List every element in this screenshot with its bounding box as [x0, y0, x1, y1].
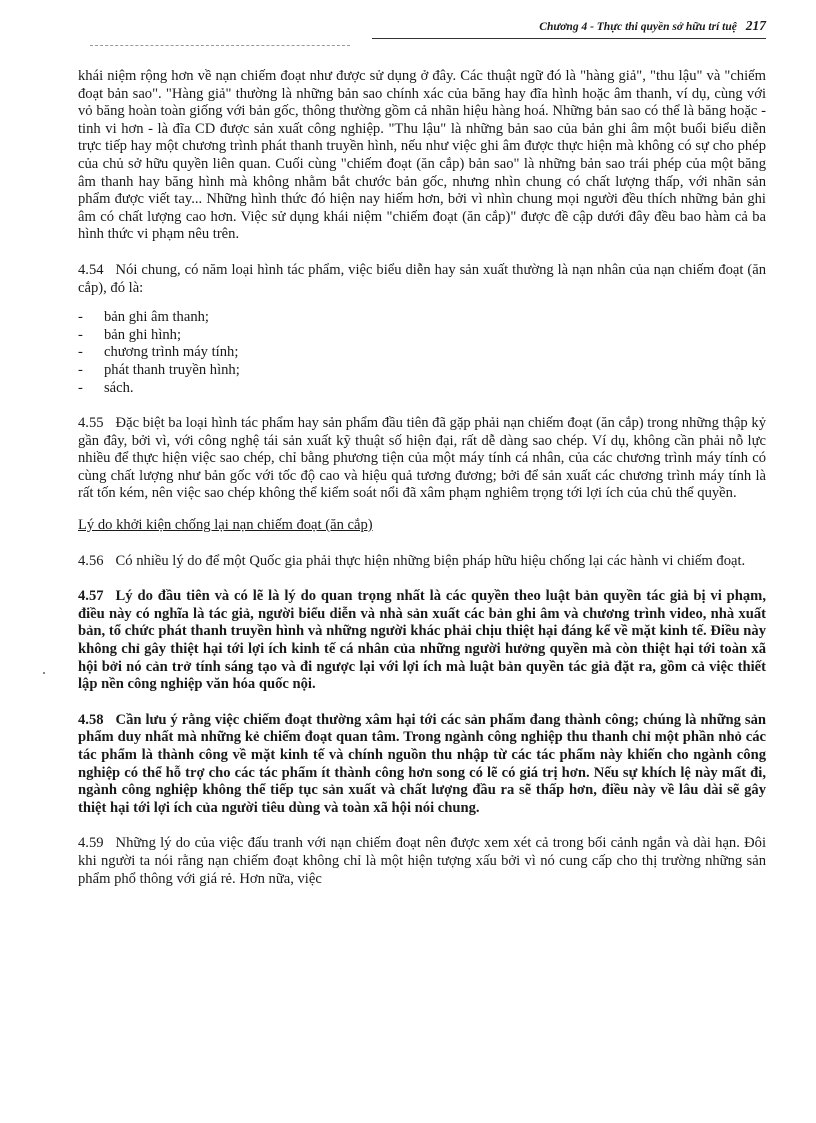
paragraph-4-56 — [78, 553, 766, 571]
paragraph-4-55 — [78, 415, 766, 503]
paragraph-4-57 — [78, 588, 766, 694]
paragraph-text: Đặc biệt ba loại hình tác phẩm hay sản phẩm đầu tiên đã gặp phải nạn chiếm đoạt (ăn cắp) trong những thập kỷ gần đây, bởi vì, với công nghệ tái sản xuất kỹ thuật số hiện đại, rất dễ dàng sao chép. Ví dụ, không cần phải nỗ lực nhiều để thực hiện việc sao chép, chỉ bằng phương tiện của một máy tính cá nhân, của các chương trình máy tính có cùng chất lượng như bản gốc với tốc độ cao và hiệu quả tương đương; bởi để sản xuất các chương trình máy tính là rất tốn kém, nên việc sao chép không thể kiểm soát nổi đã xâm phạm nghiêm trọng tới lợi ích của chủ thể quyền. — [78, 415, 766, 502]
header-dashed-line — [90, 45, 350, 46]
list-item — [78, 362, 766, 380]
list-item — [78, 327, 766, 345]
paragraph-number: 4.56 — [78, 552, 104, 569]
section-heading: Lý do khởi kiện chống lại nạn chiếm đoạt (ăn cắp) — [78, 517, 373, 534]
paragraph-number: 4.57 — [78, 588, 104, 605]
bullet-mark: - — [78, 379, 83, 396]
paragraph-4-58 — [78, 712, 766, 818]
list-item — [78, 380, 766, 398]
list-item — [78, 309, 766, 327]
paragraph-4-59 — [78, 835, 766, 888]
intro-paragraph: khái niệm rộng hơn về nạn chiếm đoạt như được sử dụng ở đây. Các thuật ngữ đó là "hàng giả", "thu lậu" và "chiếm đoạt bản sao". "Hàng giả" thường là những bản sao chính xác của băng hay đĩa hình hoặc âm thanh, ví dụ, cùng với vỏ băng hoàn toàn giống với bản gốc, thông thường gồm cả nhãn hiệu hàng hoá. Những bản sao có thể là băng hoặc - tinh vi hơn - là đĩa CD được sản xuất công nghiệp. "Thu lậu" là những bản sao của bản ghi âm một buổi biểu diễn trực tiếp hay một chương trình phát thanh truyền hình, nếu như việc ghi âm được thực hiện mà không có sự cho phép của chủ sở hữu quyền liên quan. Cuối cùng "chiếm đoạt (ăn cắp) bản sao" là những bản sao trái phép của một băng âm thanh hay băng hình mà không nhằm bắt chước bản gốc, nhưng nhìn chung có chất lượng thấp, với nhãn sản phẩm được viết tay... Những hình thức đó hiện nay hiếm hơn, bởi vì nhìn chung mọi người đều thích những bản ghi âm có chất lượng cao hơn. Việc sử dụng khái niệm "chiếm đoạt (ăn cắp)" được đề cập dưới đây đều bao hàm cả ba hình thức vi phạm nêu trên. — [78, 68, 766, 243]
page-body — [78, 68, 766, 906]
bullet-mark: - — [78, 344, 83, 361]
list-item-text: sách. — [104, 379, 134, 396]
paragraph-text: Lý do đầu tiên và có lẽ là lý do quan trọng nhất là các quyền theo luật bản quyền tác giả bị vi phạm, điều này có nghĩa là tác giả, người biểu diễn và nhà sản xuất các bản ghi âm và chương trình video, nhà xuất bản, tổ chức phát thanh truyền hình và những người khác phải chịu thiệt hại đáng kể về mặt kinh tế. Điều này không chỉ gây thiệt hại tới lợi ích kinh tế cá nhân của những người hưởng quyền mà còn thiệt hại tới toàn xã hội bởi nó cản trở tính sáng tạo và đi ngược lại với lợi ích mà luật bản quyền tác giả đặt ra, gồm cả việc thiết lập nền công nghiệp văn hóa quốc nội. — [78, 588, 766, 693]
list-item-text: phát thanh truyền hình; — [104, 361, 240, 378]
paragraph-text: Cần lưu ý rằng việc chiếm đoạt thường xâm hại tới các sản phẩm đang thành công; chúng là những sản phẩm duy nhất mà những kẻ chiếm đoạt quan tâm. Trong ngành công nghiệp thu thanh chỉ một phần nhỏ các tác phẩm là thành công về mặt kinh tế và chính nguồn thu nhập từ các tác phẩm này khiến cho ngành công nghiệp có thể hỗ trợ cho các tác phẩm ít thành công hơn song có lẽ có giá trị hơn. Nếu sự khích lệ này mất đi, ngành công nghiệp không thể tiếp tục sản xuất và chất lượng đầu ra sẽ thấp hơn, điều này về lâu dài sẽ gây thiệt hại tới lợi ích của người tiêu dùng và toàn xã hội nói chung. — [78, 711, 766, 816]
chapter-title: Chương 4 - Thực thi quyền sở hữu trí tuệ — [539, 21, 737, 33]
paragraph-number: 4.54 — [78, 261, 104, 278]
bullet-list — [78, 309, 766, 397]
paragraph-number: 4.59 — [78, 835, 104, 852]
paragraph-number: 4.58 — [78, 711, 104, 728]
margin-mark — [43, 672, 45, 674]
list-item-text: bản ghi hình; — [104, 326, 182, 343]
bullet-mark: - — [78, 309, 83, 326]
list-item-text: chương trình máy tính; — [104, 344, 239, 361]
page-number: 217 — [745, 18, 766, 33]
paragraph-4-54 — [78, 262, 766, 297]
paragraph-text: Những lý do của việc đấu tranh với nạn chiếm đoạt nên được xem xét cả trong bối cảnh ngắn và dài hạn. Đôi khi người ta nói rằng nạn chiếm đoạt không chỉ là một hiện tượng xấu bởi vì nó cung cấp cho thị trường những sản phẩm phổ thông với giá rẻ. Hơn nữa, việc — [78, 835, 766, 887]
list-item-text: bản ghi âm thanh; — [104, 309, 209, 326]
bullet-mark: - — [78, 361, 83, 378]
bullet-mark: - — [78, 326, 83, 343]
paragraph-number: 4.55 — [78, 415, 104, 432]
header-rule — [372, 38, 766, 39]
paragraph-text: Có nhiều lý do để một Quốc gia phải thực hiện những biện pháp hữu hiệu chống lại các hành vi chiếm đoạt. — [115, 552, 746, 569]
running-header — [78, 18, 766, 38]
paragraph-text: Nói chung, có năm loại hình tác phẩm, việc biểu diễn hay sản xuất thường là nạn nhân của nạn chiếm đoạt (ăn cắp), đó là: — [78, 261, 766, 296]
list-item — [78, 344, 766, 362]
